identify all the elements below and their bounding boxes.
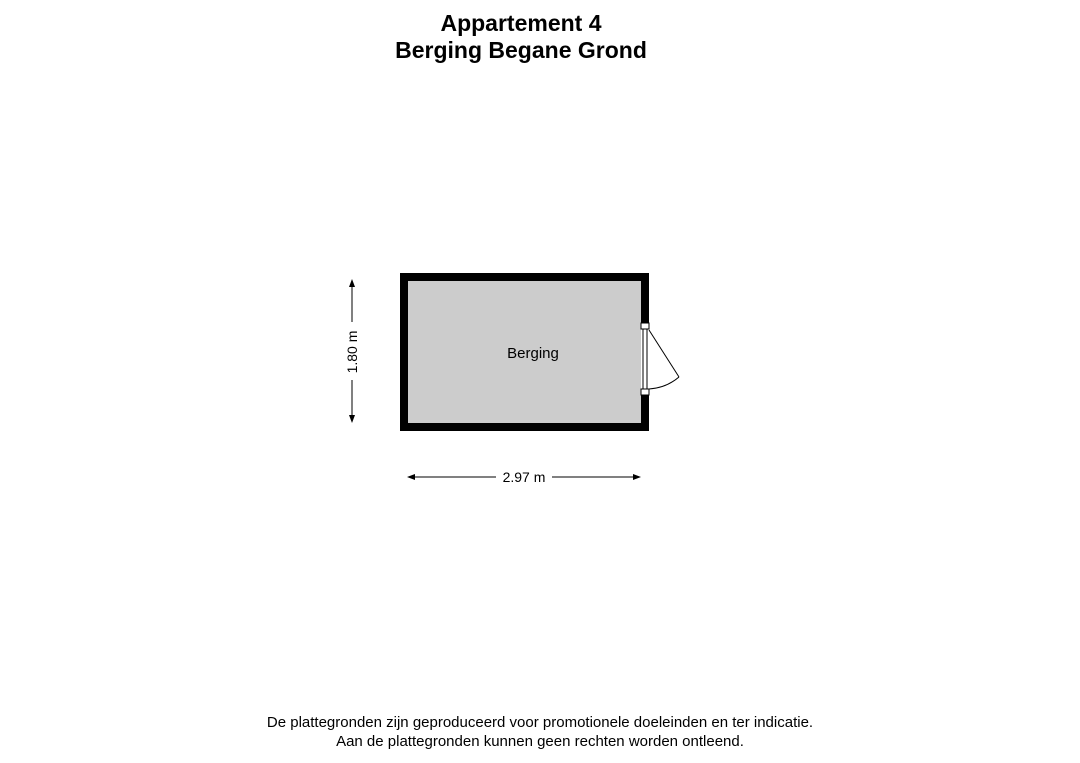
width-arrow-right [633,474,641,480]
page-subtitle: Berging Begane Grond [395,37,647,63]
door-jamb-top [641,323,649,329]
width-arrow-left [407,474,415,480]
room-label: Berging [507,345,559,362]
height-arrow-top [349,279,355,287]
door-leaf [649,330,679,377]
door-jamb-bottom [641,389,649,395]
disclaimer-line-1: De plattegronden zijn geproduceerd voor promotionele doeleinden en ter indicatie. [266,714,814,731]
disclaimer-line-2: Aan de plattegronden kunnen geen rechten worden ontleend. [336,733,744,750]
width-dimension-label: 2.97 m [502,469,546,485]
door-swing-arc [649,377,679,389]
page-title: Appartement 4 [440,10,602,36]
height-arrow-bottom [349,415,355,423]
door-opening [641,324,649,394]
height-dimension-label: 1.80 m [344,330,360,374]
